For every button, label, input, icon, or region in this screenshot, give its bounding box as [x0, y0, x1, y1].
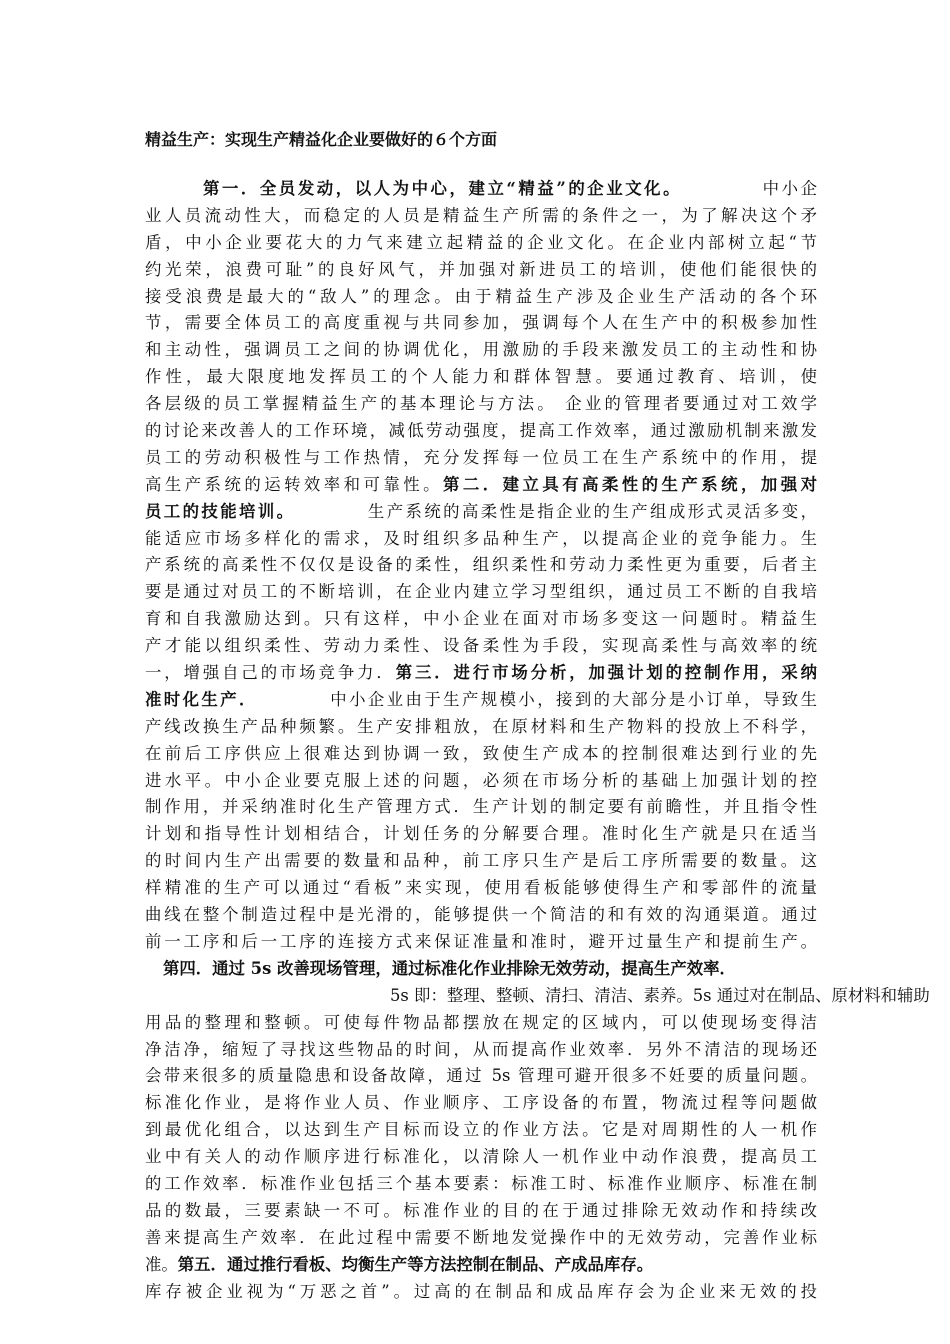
text-line: [145, 552, 817, 579]
body-text: 能适应市场多样化的需求，及时组织多品种生产，以提高企业的竞争能力。生: [145, 528, 817, 548]
body-text: 的讨论来改善人的工作环境，减低劳动强度，提高工作效率，通过激励机制来激发: [145, 421, 817, 441]
text-line: [145, 768, 817, 795]
text-line: [145, 1171, 817, 1198]
text-line: [145, 1252, 817, 1279]
body-text: 5s 即：整理、整顿、清扫、清洁、素养。5s 通过对在制品、原材料和辅助: [390, 985, 930, 1005]
text-line: [145, 875, 817, 902]
body-text: 净洁净，缩短了寻找这些物品的时间，从而提高作业效率．另外不清洁的现场还: [145, 1039, 817, 1059]
text-line: [145, 337, 817, 364]
body-text: 进水平。中小企业要克服上述的问题，必须在市场分析的基础上加强计划的控: [145, 770, 817, 790]
text-line: [145, 1144, 817, 1171]
text-line: [145, 176, 817, 203]
text-line: [145, 472, 817, 499]
text-line: [145, 418, 817, 445]
text-line: [145, 929, 817, 956]
body-text: 作性，最大限度地发挥员工的个人能力和群体智慧。要通过教育、培训，使: [145, 367, 817, 387]
body-text: 的工作效率．标准作业包括三个基本要素：标准工时、标准作业顺序、标准在制: [145, 1173, 817, 1193]
text-line: [145, 445, 817, 472]
section-heading-text: 准时化生产．: [145, 689, 258, 709]
text-line: [145, 230, 817, 257]
text-line: [145, 821, 817, 848]
section-heading-text: 第三．进行市场分析，加强计划的控制作用，采纳: [395, 663, 818, 683]
text-line: [145, 741, 817, 768]
text-line: [145, 983, 930, 1010]
body-text: 前一工序和后一工序的连接方式来保证准量和准时，避开过量生产和提前生产。: [145, 931, 817, 951]
body-text: 计划和指导性计划相结合，计划任务的分解要合理。准时化生产就是只在适当: [145, 824, 817, 844]
text-line: [145, 902, 817, 929]
body-text: 业中有关人的动作顺序进行标准化，以清除人一机作业中动作浪费，提高员工: [145, 1147, 817, 1167]
text-line: [145, 203, 817, 230]
body-text: 一，增强自己的市场竞争力．: [145, 663, 396, 683]
body-text: 育和自我激励达到。只有这样，中小企业在面对市场多变这一问题时。精益生: [145, 609, 817, 629]
text-line: [145, 606, 817, 633]
body-text: 在前后工序供应上很难达到协调一致，致使生产成本的控制很难达到行业的先: [145, 743, 817, 763]
section-heading-text: 第四．通过 5s 改善现场管理，通过标准化作业排除无效劳动，提高生产效率．: [163, 958, 736, 978]
body-text: 样精准的生产可以通过“看板”来实现，使用看板能够使得生产和零部件的流量: [145, 878, 817, 898]
text-line: [145, 1279, 817, 1306]
body-text: 用品的整理和整顿。可使每件物品都摆放在规定的区域内，可以使现场变得洁: [145, 1012, 817, 1032]
body-text: 库存被企业视为“万恶之首”。过高的在制品和成品库存会为企业来无效的投: [145, 1281, 817, 1301]
body-text: 约光荣，浪费可耻”的良好风气，并加强对新进员工的培训，使他们能很快的: [145, 259, 817, 279]
body-text: 善来提高生产效率．在此过程中需要不断地发觉操作中的无效劳动，完善作业标: [145, 1227, 817, 1247]
body-text: 到最优化组合，以达到生产目标而设立的作业方法。它是对周期性的人一机作: [145, 1120, 817, 1140]
section-heading-text: 第五．通过推行看板、均衡生产等方法控制在制品、产成品库存。: [177, 1254, 654, 1274]
text-line: [145, 1117, 817, 1144]
body-text: 制作用，并采纳准时化生产管理方式．生产计划的制定要有前瞻性，并且指令性: [145, 797, 817, 817]
text-line: [145, 284, 817, 311]
body-text: 准。: [145, 1254, 178, 1274]
body-text: 产才能以组织柔性、劳动力柔性、设备柔性为手段，实现高柔性与高效率的统: [145, 636, 817, 656]
text-line: [145, 1063, 817, 1090]
text-line: [145, 687, 817, 714]
text-line: [145, 848, 817, 875]
document-title: 精益生产：实现生产精益化企业要做好的６个方面: [145, 130, 498, 149]
text-line: [145, 364, 817, 391]
text-line: [145, 526, 817, 553]
text-line: [145, 714, 817, 741]
body-text: 的时间内生产出需要的数量和品种，前工序只生产是后工序所需要的数量。这: [145, 851, 817, 871]
document-body: [145, 176, 930, 1305]
body-text: 各层级的员工掌握精益生产的基本理论与方法。 企业的管理者要通过对工效学: [145, 394, 817, 414]
text-line: [145, 1037, 817, 1064]
body-text: 生产系统的高柔性是指企业的生产组成形式灵活多变，: [365, 501, 817, 521]
text-line: [145, 391, 817, 418]
body-text: 要是通过对员工的不断培训，在企业内建立学习型组织，通过员工不断的自我培: [145, 582, 817, 602]
body-text: 中小企业由于生产规模小，接到的大部分是小订单，导致生: [327, 689, 817, 709]
section-heading-text: 第二．建立具有高柔性的生产系统，加强对: [443, 474, 818, 494]
section-heading-text: 第一．全员发动，以人为中心，建立“精益”的企业文化。: [203, 179, 683, 198]
body-text: 产线改换生产品种频繁。生产安排粗放，在原材料和生产物料的投放上不科学，: [145, 716, 817, 736]
text-line: [145, 1090, 817, 1117]
text-line: [145, 660, 817, 687]
body-text: 中小企: [760, 179, 817, 198]
body-text: 业人员流动性大，而稳定的人员是精益生产所需的条件之一，为了解决这个矛: [145, 205, 817, 225]
text-line: [145, 310, 817, 337]
body-text: 盾，中小企业要花大的力气来建立起精益的企业文化。在企业内部树立起“节: [145, 232, 817, 252]
text-line: [145, 1225, 817, 1252]
body-text: 接受浪费是最大的“敌人”的理念。由于精益生产涉及企业生产活动的各个环: [145, 286, 817, 306]
body-text: 和主动性，强调员工之间的协调优化，用激励的手段来激发员工的主动性和协: [145, 340, 817, 360]
body-text: 产系统的高柔性不仅仅是设备的柔性，组织柔性和劳动力柔性更为重要，后者主: [145, 555, 817, 575]
body-text: 员工的劳动积极性与工作热情，充分发挥每一位员工在生产系统中的作用，提: [145, 447, 817, 467]
body-text: 会带来很多的质量隐患和设备故障，通过 5s 管理可避开很多不妊要的质量问题。: [145, 1066, 817, 1086]
text-line: [145, 1198, 817, 1225]
body-text: 品的数最，三要素缺一不可。标准作业的目的在于通过排除无效动作和持续改: [145, 1200, 817, 1220]
text-line: [145, 499, 817, 526]
body-text: 高生产系统的运转效率和可靠性。: [145, 474, 444, 494]
text-line: [145, 956, 817, 983]
body-text: 节，需要全体员工的高度重视与共同参加，强调每个人在生产中的积极参加性: [145, 313, 817, 333]
text-line: [145, 633, 817, 660]
text-line: [145, 257, 817, 284]
text-line: [145, 1010, 817, 1037]
text-line: [145, 794, 817, 821]
body-text: 标准化作业，是将作业人员、作业顺序、工序设备的布置，物流过程等问题做: [145, 1093, 817, 1113]
text-line: [145, 579, 817, 606]
section-heading-text: 员工的技能培训。: [145, 501, 296, 521]
body-text: 曲线在整个制造过程中是光滑的，能够提供一个简洁的和有效的沟通渠道。通过: [145, 905, 817, 925]
